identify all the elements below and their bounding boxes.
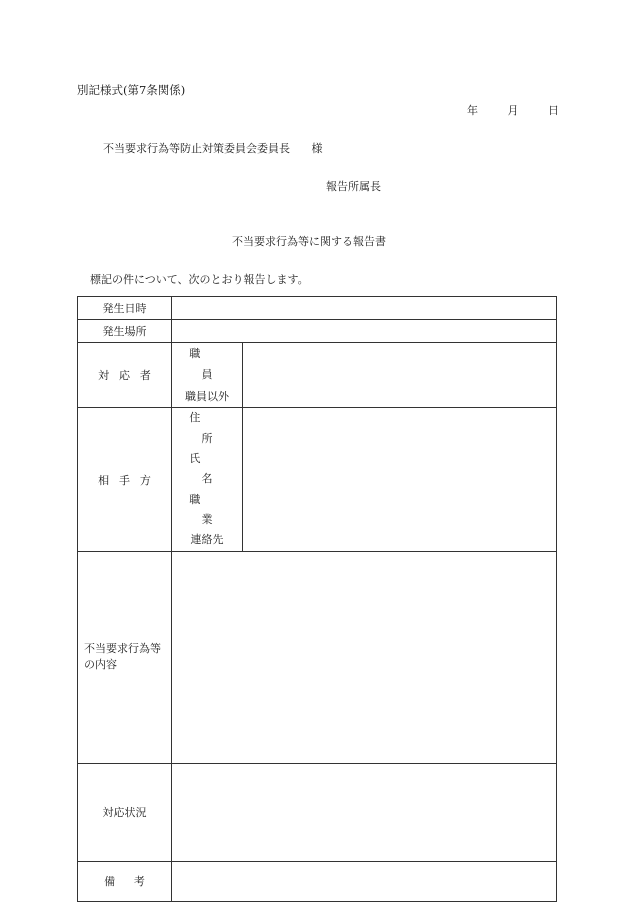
occurrence-place-label: 発生場所: [78, 320, 172, 343]
addressee: 不当要求行為等防止対策委員会委員長: [103, 142, 290, 155]
response-status-value[interactable]: [172, 763, 557, 861]
responder-label: [78, 343, 172, 408]
responder-item-non-staff: 職員以外: [185, 389, 229, 403]
day-label: 日: [548, 104, 559, 117]
responder-item-staff: 職員: [189, 347, 237, 382]
occurrence-datetime-label: 発生日時: [78, 297, 172, 320]
row-occurrence-place: [78, 320, 557, 343]
response-status-label: 対応状況: [78, 763, 172, 861]
year-label: 年: [467, 104, 478, 117]
counterpart-item-name: 氏名: [189, 452, 237, 486]
responder-label-text: 対応者: [98, 369, 161, 383]
report-table: [77, 296, 557, 902]
content-value[interactable]: [172, 551, 557, 763]
occurrence-place-value[interactable]: [172, 320, 557, 343]
counterpart-label-text: 相手方: [98, 473, 161, 487]
counterpart-items: [172, 408, 243, 551]
counterpart-item-occupation: 職業: [189, 492, 237, 527]
remarks-label-text: 備考: [104, 875, 164, 889]
row-counterpart: [78, 408, 557, 551]
content-label-line1: 不当要求行為等: [84, 642, 161, 656]
counterpart-item-contact: 連絡先: [190, 533, 224, 547]
report-title: 不当要求行為等に関する報告書: [232, 235, 386, 248]
counterpart-value[interactable]: [243, 408, 557, 551]
month-label: 月: [507, 104, 519, 117]
row-occurrence-datetime: [78, 297, 557, 320]
row-remarks: [78, 861, 557, 901]
form-reference: 別記様式(第7条関係): [77, 83, 186, 97]
counterpart-item-address: 住所: [189, 411, 237, 445]
addressee-line: [103, 143, 323, 154]
row-response-status: [78, 763, 557, 861]
responder-value[interactable]: [243, 343, 557, 408]
row-content: [78, 551, 557, 763]
content-label: [78, 551, 172, 763]
content-label-line2: の内容: [84, 658, 117, 672]
counterpart-label: [78, 408, 172, 551]
honorific: 様: [311, 142, 323, 155]
occurrence-datetime-value[interactable]: [172, 297, 557, 320]
responder-items: [172, 343, 243, 408]
reporter-label: 報告所属長: [326, 180, 381, 193]
row-responder: [78, 343, 557, 408]
remarks-label: [78, 861, 172, 901]
date-line: [467, 105, 559, 116]
intro-text: 標記の件について、次のとおり報告します。: [90, 273, 309, 286]
remarks-value[interactable]: [172, 861, 557, 901]
